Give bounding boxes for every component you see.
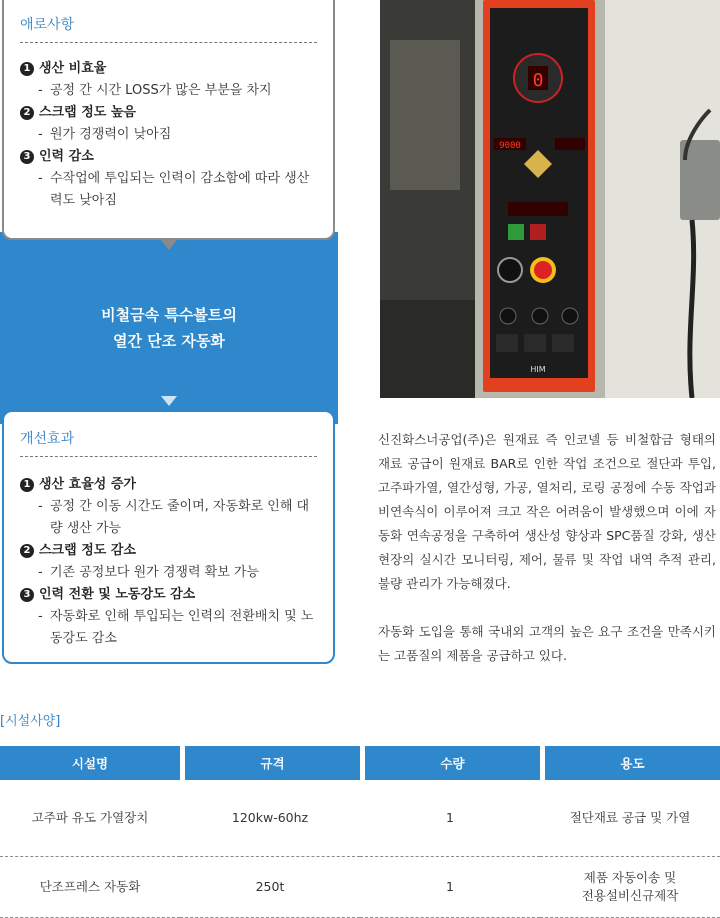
table-header	[0, 746, 720, 780]
improvement-item-3: 3 인력 전환 및 노동강도 감소	[20, 584, 321, 606]
improvement-item-1: 1 생산 효율성 증가	[20, 474, 321, 496]
description-paragraph-1: 신진화스너공업(주)은 원재료 즉 인코넬 등 비철합금 형태의 재료 공급이 원재료 BAR로 인한 작업 조건으로 절단과 투입, 고주파가열, 열간성형, 가공, 열처리, 로링 공정에 수동 작업과 비연속식이 이루어져 크고 작은 어려움이 발생했으며 이에 자동화 연속공정을 구축하여 생산성 향상과 SPC품질 강화, 생산현장의 실시간 모니터링, 제어, 물류 및 작업 내역 추적 관리, 불량 관리가 가능해졌다.	[378, 432, 716, 591]
panel-counter: 9000	[499, 141, 521, 151]
problem-detail-1: - 공정 간 시간 LOSS가 많은 부분을 차지	[38, 83, 272, 98]
panel-display: 0	[532, 70, 544, 91]
problems-title: 애로사항	[20, 17, 75, 33]
improvements-title: 개선효과	[20, 431, 75, 447]
control-panel-photo	[380, 0, 720, 398]
description-paragraph-2: 자동화 도입을 통해 국내외 고객의 높은 요구 조건을 만족시키는 고품질의 제품을 공급하고 있다.	[378, 624, 716, 663]
number-icon: 2	[20, 106, 34, 120]
problem-detail-3: - 수작업에 투입되는 인력이 감소함에 따라 생산력도 낮아짐	[38, 171, 310, 208]
problem-item-1: 1 생산 비효율	[20, 58, 321, 80]
panel-brand: HIM	[530, 365, 546, 374]
arrow-down-icon	[161, 240, 177, 250]
number-icon: 3	[20, 588, 34, 602]
problems-box	[2, 0, 335, 240]
problems-list	[20, 58, 321, 212]
divider	[20, 456, 317, 457]
improvement-detail-3: - 자동화로 인해 투입되는 인력의 전환배치 및 노동강도 감소	[38, 609, 314, 646]
center-title: 비철금속 특수볼트의 열간 단조 자동화	[101, 306, 237, 350]
header-qty: 수량	[360, 746, 540, 780]
improvement-item-2: 2 스크랩 정도 감소	[20, 540, 321, 562]
header-spec: 규격	[180, 746, 360, 780]
arrow-down-icon	[161, 396, 177, 406]
problem-item-3: 3 인력 감소	[20, 146, 321, 168]
divider	[20, 42, 317, 43]
header-name: 시설명	[0, 746, 180, 780]
improvements-list	[20, 474, 321, 650]
number-icon: 1	[20, 62, 34, 76]
problem-item-2: 2 스크랩 정도 높음	[20, 102, 321, 124]
number-icon: 2	[20, 544, 34, 558]
improvement-detail-2: - 기존 공정보다 원가 경쟁력 확보 가능	[38, 565, 260, 580]
table-row: 단조프레스 자동화 250t 1 제품 자동이송 및 전용설비신규제작	[0, 857, 720, 918]
spec-table	[0, 746, 720, 918]
table-row: 고주파 유도 가열장치 120kw-60hz 1 절단재료 공급 및 가열	[0, 780, 720, 857]
header-use: 용도	[540, 746, 720, 780]
problem-detail-2: - 원가 경쟁력이 낮아짐	[38, 127, 172, 142]
improvements-box	[2, 410, 335, 664]
improvement-detail-1: - 공정 간 이동 시간도 줄이며, 자동화로 인해 대량 생산 가능	[38, 499, 310, 536]
number-icon: 3	[20, 150, 34, 164]
number-icon: 1	[20, 478, 34, 492]
spec-title: [시설사양]	[0, 714, 61, 729]
